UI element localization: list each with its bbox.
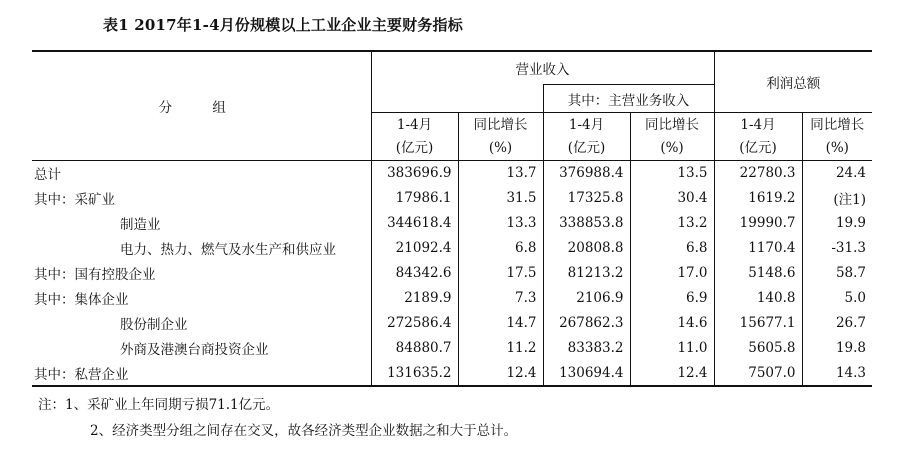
table-row	[32, 286, 872, 311]
cell-value: 19990.7	[714, 211, 802, 236]
cell-value: 338853.8	[543, 211, 630, 236]
cell-value: 267862.3	[543, 311, 630, 336]
cell-value: 7.3	[458, 286, 543, 311]
period-unit: (亿元)	[739, 139, 777, 156]
cell-value: 130694.4	[543, 361, 630, 386]
cell-value: 30.4	[630, 186, 714, 211]
main-business-revenue-header: 其中：主营业务收入	[543, 85, 714, 113]
cell-value: 21092.4	[371, 236, 458, 261]
cell-value: 5605.8	[714, 336, 802, 361]
main-period-header	[543, 113, 630, 161]
cell-value: 7507.0	[714, 361, 802, 386]
period-label: 1-4月	[568, 116, 605, 133]
table-notes	[38, 392, 517, 444]
profit-period-header	[714, 113, 802, 161]
cell-value: (注1)	[802, 186, 872, 211]
period-unit: (亿元)	[567, 139, 606, 156]
cell-value: 12.4	[458, 361, 543, 386]
note-2: 2、经济类型分组之间存在交叉，故各经济类型企业数据之和大于总计。	[90, 423, 518, 439]
cell-value: -31.3	[802, 236, 872, 261]
yoy-label: 同比增长	[473, 116, 528, 133]
cell-value: 1619.2	[714, 186, 802, 211]
cell-value: 344618.4	[371, 211, 458, 236]
cell-value: 17.0	[630, 261, 714, 286]
cell-value: 6.8	[458, 236, 543, 261]
note-1: 注：1、采矿业上年同期亏损71.1亿元。	[38, 397, 280, 413]
cell-value: 14.7	[458, 311, 543, 336]
cell-value: 13.2	[630, 211, 714, 236]
cell-value: 13.5	[630, 161, 714, 186]
period-label: 1-4月	[740, 116, 776, 133]
cell-value: 22780.3	[714, 161, 802, 186]
cell-value: 12.4	[630, 361, 714, 386]
table-row	[32, 361, 872, 386]
cell-value: 84880.7	[371, 336, 458, 361]
main-yoy-header	[630, 113, 714, 161]
table-row	[32, 161, 872, 186]
cell-value: 14.3	[802, 361, 872, 386]
revenue-header: 营业收入	[371, 51, 714, 85]
cell-value: 376988.4	[543, 161, 630, 186]
cell-value: 24.4	[802, 161, 872, 186]
period-label: 1-4月	[396, 116, 433, 133]
yoy-label: 同比增长	[645, 116, 699, 133]
financial-indicators-table	[32, 50, 872, 387]
table-row	[32, 336, 872, 361]
revenue-period-header	[371, 113, 458, 161]
period-unit: (亿元)	[395, 139, 434, 156]
cell-value: 14.6	[630, 311, 714, 336]
cell-value: 58.7	[802, 261, 872, 286]
cell-value: 2189.9	[371, 286, 458, 311]
revenue-spacer	[371, 85, 543, 113]
row-label: 股份制企业	[120, 317, 188, 333]
cell-value: 131635.2	[371, 361, 458, 386]
cell-value: 1170.4	[714, 236, 802, 261]
row-label: 电力、热力、燃气及水生产和供应业	[120, 242, 336, 258]
yoy-unit: (%)	[488, 139, 513, 156]
cell-value: 2106.9	[543, 286, 630, 311]
cell-value: 15677.1	[714, 311, 802, 336]
row-label: 其中：集体企业	[34, 292, 129, 308]
cell-value: 11.2	[458, 336, 543, 361]
table-row	[32, 211, 872, 236]
revenue-yoy-header	[458, 113, 543, 161]
cell-value: 20808.8	[543, 236, 630, 261]
table-title: 表1 2017年1-4月份规模以上工业企业主要财务指标	[103, 16, 463, 34]
cell-value: 272586.4	[371, 311, 458, 336]
cell-value: 17986.1	[371, 186, 458, 211]
cell-value: 84342.6	[371, 261, 458, 286]
row-label: 其中：私营企业	[32, 361, 371, 386]
cell-value: 19.9	[802, 211, 872, 236]
row-label: 其中：国有控股企业	[34, 267, 156, 283]
cell-value: 81213.2	[543, 261, 630, 286]
row-label: 其中：采矿业	[34, 192, 115, 208]
cell-value: 6.8	[630, 236, 714, 261]
cell-value: 11.0	[630, 336, 714, 361]
total-profit-header: 利润总额	[714, 51, 872, 113]
yoy-label: 同比增长	[810, 116, 865, 133]
cell-value: 5.0	[802, 286, 872, 311]
cell-value: 83383.2	[543, 336, 630, 361]
cell-value: 13.7	[458, 161, 543, 186]
row-label: 总计	[34, 167, 61, 184]
cell-value: 5148.6	[714, 261, 802, 286]
group-header: 分 组	[32, 51, 371, 161]
cell-value: 19.8	[802, 336, 872, 361]
row-label: 外商及港澳台商投资企业	[120, 342, 269, 358]
yoy-unit: (%)	[660, 139, 684, 156]
row-label: 制造业	[120, 217, 161, 233]
yoy-unit: (%)	[825, 139, 849, 156]
cell-value: 26.7	[802, 311, 872, 336]
table-row	[32, 186, 872, 211]
table-row	[32, 311, 872, 336]
table-row	[32, 261, 872, 286]
cell-value: 17325.8	[543, 186, 630, 211]
cell-value: 6.9	[630, 286, 714, 311]
profit-yoy-header	[802, 113, 872, 161]
cell-value: 140.8	[714, 286, 802, 311]
table-row	[32, 236, 872, 261]
cell-value: 17.5	[458, 261, 543, 286]
cell-value: 31.5	[458, 186, 543, 211]
cell-value: 383696.9	[371, 161, 458, 186]
cell-value: 13.3	[458, 211, 543, 236]
